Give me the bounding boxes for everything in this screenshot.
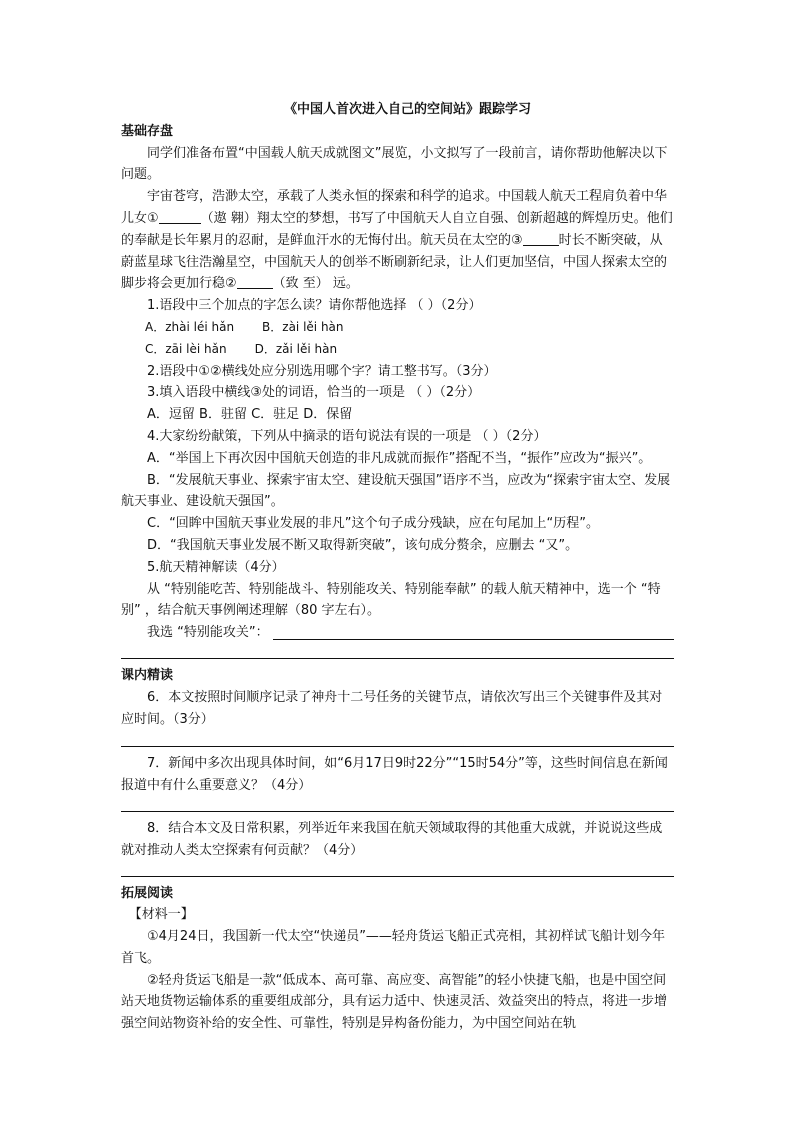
section-heading-close-reading: 课内精读	[121, 667, 174, 683]
q1-options-row-1	[121, 317, 674, 339]
page-title: 《中国人首次进入自己的空间站》跟踪学习	[283, 102, 531, 117]
section-heading-basic: 基础存盘	[121, 123, 174, 139]
question-1: 1.语段中三个加点的字怎么读？请你帮他选择 （ ）（2分）	[147, 298, 482, 314]
question-3: 3.填入语段中横线③处的词语，恰当的一项是 （ ）（2分）	[147, 385, 481, 401]
q6-answer-line[interactable]	[121, 746, 674, 747]
worksheet-content	[121, 99, 674, 1035]
q4-option-b: B．“发展航天事业、探索宇宙太空、建设航天强国”语序不当，应改为“探索宇宙太空、发展航天事业、建设航天强国”。	[121, 472, 671, 510]
question-5: 5.航天精神解读（4分）	[147, 559, 285, 575]
q7-answer-line[interactable]	[121, 811, 674, 812]
question-7: 7．新闻中多次出现具体时间，如“6月17日9时22分”“15时54分”等，这些时间信息在新闻报道中有什么重要意义？（4分）	[121, 756, 668, 794]
answer-blank-3[interactable]	[523, 231, 559, 246]
material-paragraph-2: ②轻舟货运飞船是一款“低成本、高可靠、高应变、高智能”的轻小快捷飞船，也是中国空间站天地货物运输体系的重要组成部分，具有运力适中、快速灵活、效益突出的特点，将进一步增强空间站物资补给的安全性、可靠性，特别是异构备份能力，为中国空间站在轨	[121, 972, 668, 1032]
q5-choice-label: 我选 “特别能攻关”：	[147, 625, 269, 641]
question-6: 6．本文按照时间顺序记录了神舟十二号任务的关键节点，请依次写出三个关键事件及其对应时间。（3分）	[121, 689, 663, 727]
passage-part-3: 时长不断突破，从蔚蓝星球飞往浩瀚星空，中国航天人的创举不断刷新纪录，让人们更加坚信，中国人探索太空的脚步将会更加行稳②	[121, 232, 668, 292]
material-label: 【材料一】	[128, 907, 194, 923]
preface-passage	[121, 186, 674, 295]
q5-answer-line-2[interactable]	[121, 658, 674, 659]
q1-option-a: A．zhài léi hǎn	[145, 319, 235, 334]
q5-answer-row	[121, 622, 674, 644]
q1-option-c: C．zāi lèi hǎn	[145, 341, 227, 356]
q1-options-row-2	[121, 339, 674, 361]
question-4: 4.大家纷纷献策，下列从中摘录的语句说法有误的一项是 （ ）（2分）	[147, 428, 547, 444]
q4-option-a: A．“举国上下再次因中国航天创造的非凡成就而振作”搭配不当，“振作”应改为“振兴”。	[147, 450, 652, 466]
intro-text: 同学们准备布置“中国载人航天成就图文”展览，小文拟写了一段前言，请你帮助他解决以下问题。	[121, 145, 668, 183]
material-paragraph-1: ①4月24日，我国新一代太空“快递员”——轻舟货运飞船正式亮相，其初样试飞船计划今年首飞。	[121, 929, 665, 966]
answer-blank-2[interactable]	[237, 274, 273, 289]
q4-option-c: C．“回眸中国航天事业发展的非凡”这个句子成分残缺，应在句尾加上“历程”。	[147, 516, 600, 532]
question-2: 2.语段中①②横线处应分别选用哪个字？请工整书写。（3分）	[147, 363, 497, 379]
section-heading-extended-reading: 拓展阅读	[121, 885, 174, 901]
q1-option-d: D．zǎi lěi hàn	[254, 341, 338, 356]
question-8: 8．结合本文及日常积累，列举近年来我国在航天领域取得的其他重大成就，并说说这些成就对推动人类太空探索有何贡献？（4分）	[121, 820, 663, 858]
q8-answer-line[interactable]	[121, 876, 674, 877]
q3-options: A．逗留 B．驻留 C．驻足 D．保留	[147, 407, 353, 423]
passage-part-1: 宇宙苍穹，浩渺太空，承载了人类永恒的探索和科学的追求。中国载人航天工程肩负着中华儿女①	[121, 189, 668, 226]
q5-answer-line[interactable]	[273, 625, 674, 640]
q4-option-d: D．“我国航天事业发展不断又取得新突破”，该句成分赘余，应删去 “又”。	[147, 537, 579, 553]
q1-option-b: B．zài lěi hàn	[262, 319, 344, 334]
answer-blank-1[interactable]	[159, 209, 201, 224]
q5-prompt: 从 “特别能吃苦、特别能战斗、特别能攻关、特别能奉献” 的载人航天精神中，选一个 “特别” ，结合航天事例阐述理解（80 字左右）。	[121, 581, 661, 619]
passage-part-2: （遨 翱）翔太空的梦想，书写了中国航天人自立自强、创新超越的辉煌历史。他们的奉献是长年累月的忍耐，是鲜血汗水的无悔付出。航天员在太空的③	[121, 210, 673, 248]
passage-part-4: （致 至） 远。	[272, 276, 359, 292]
